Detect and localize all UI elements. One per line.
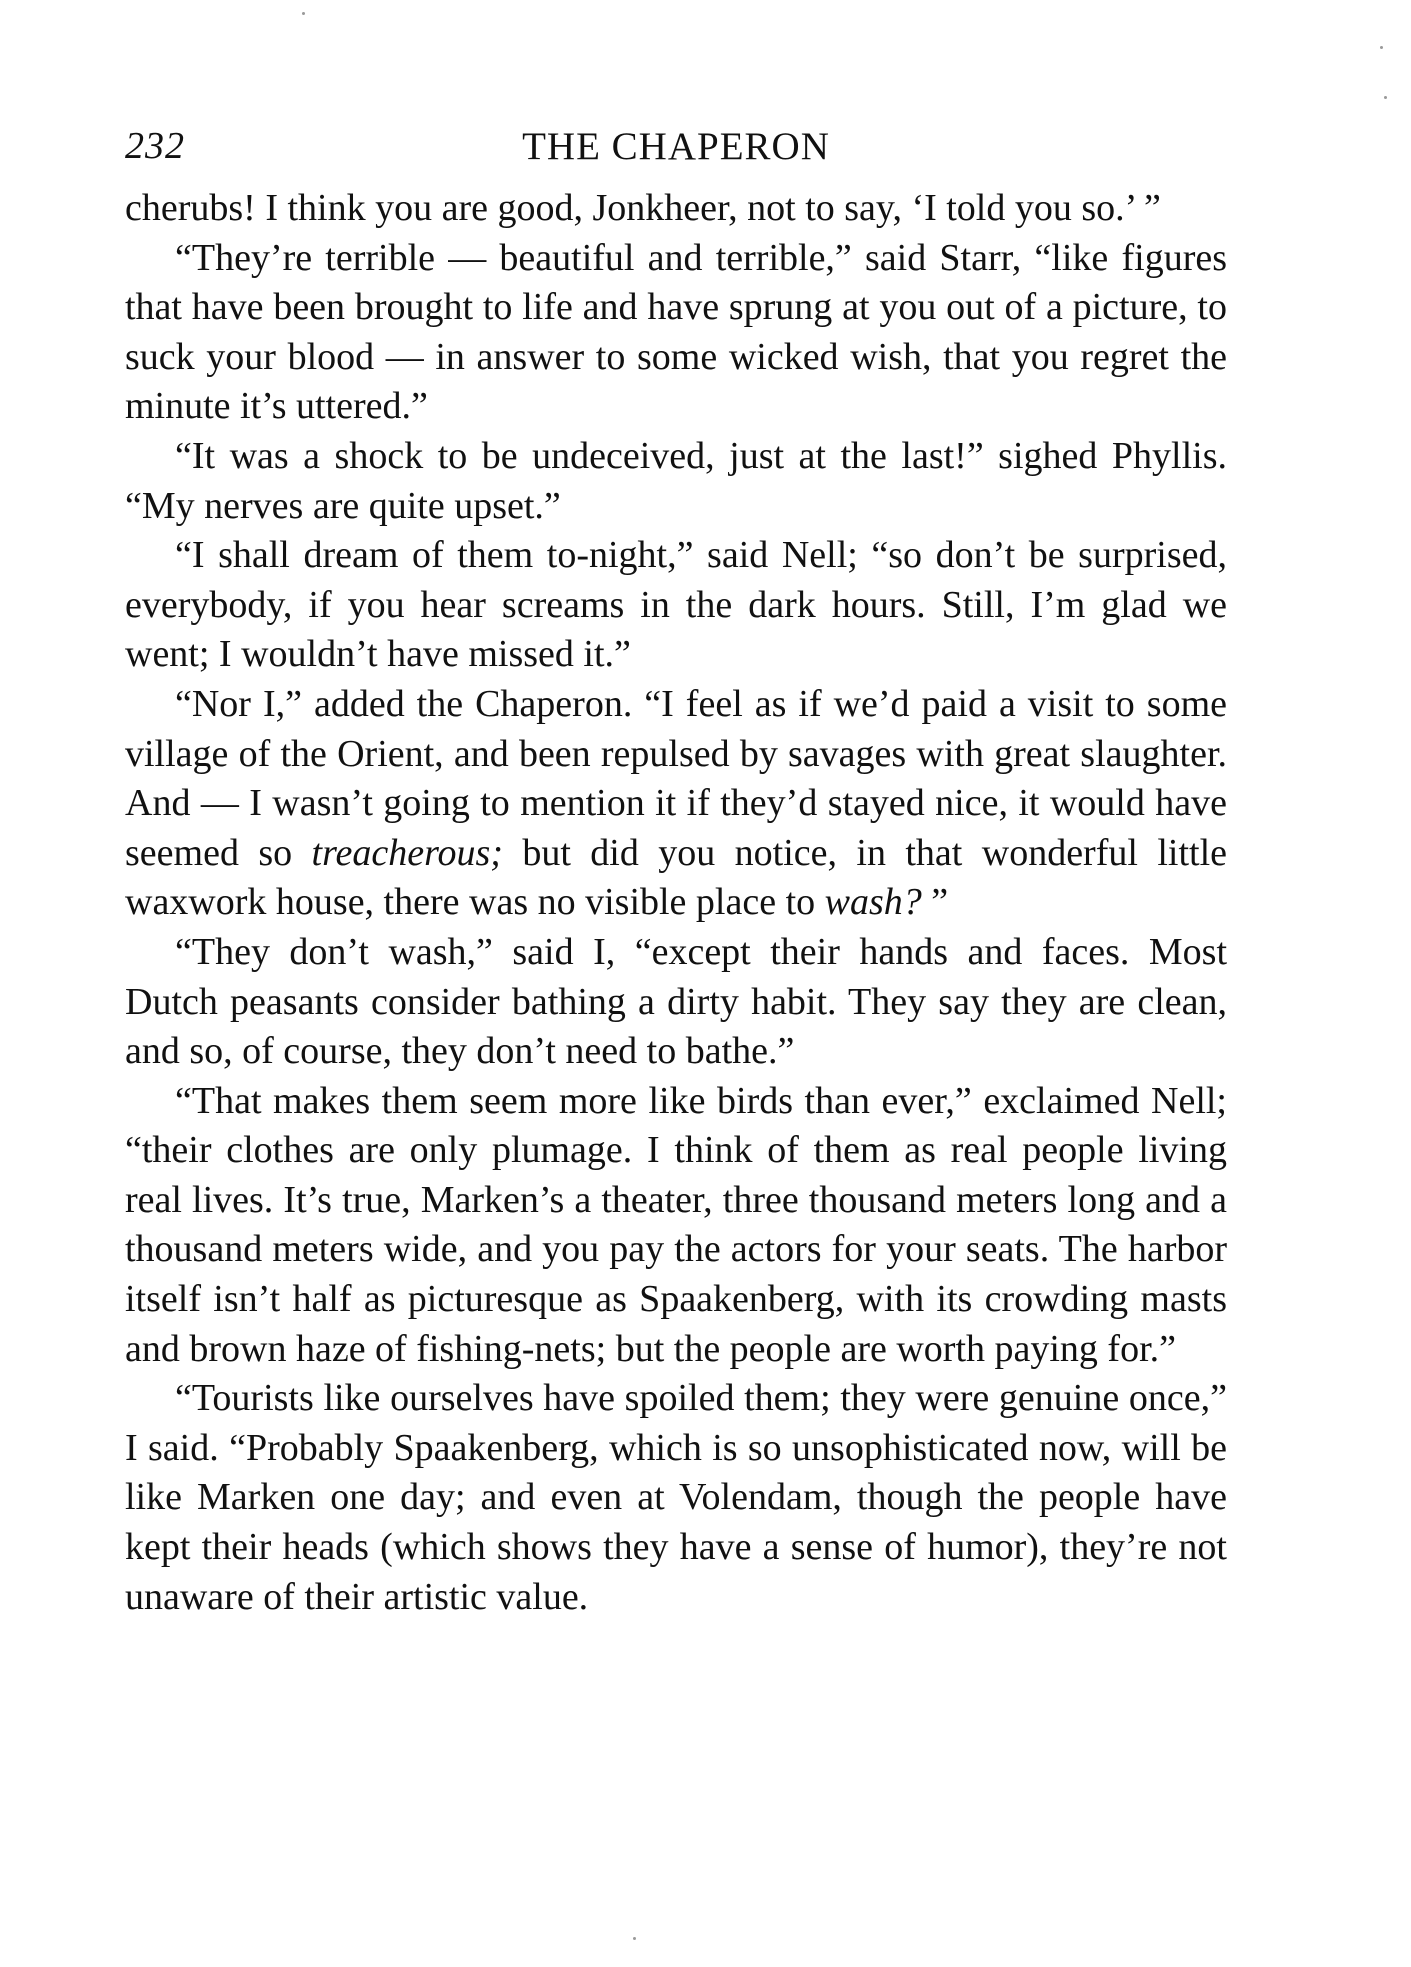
text-run: cherubs! I think you are good, Jonkheer, not to say, ‘I told you so.’ ” (125, 187, 1161, 229)
page-header (125, 124, 1227, 184)
paragraph (125, 234, 1227, 432)
paragraph (125, 432, 1227, 531)
scan-speck (633, 1937, 636, 1940)
paragraph (125, 928, 1227, 1077)
page-number: 232 (125, 125, 185, 167)
text-run: “Tourists like ourselves have spoiled them; they were genuine once,” I said. “Probably Spaakenberg, which is so unsophisticated now, will be like Marken one day; and even at Volendam, though the people have kept their heads (which shows they have a sense of humor), they’re not unaware of their artistic value. (125, 1377, 1227, 1618)
running-title: THE CHAPERON (522, 125, 830, 168)
paragraph (125, 184, 1227, 234)
text-run: “Nor I,” added the Chaperon. “I feel as if we’d paid a visit to some village of the Orient, and been repulsed by savages with great slaughter. And — I wasn’t going to mention it if they’d stayed nice, it would have seemed so (125, 682, 1227, 874)
text-run: but did you notice, in that wonderful little waxwork house, there was no visible place to (125, 831, 1227, 924)
text-run: “I shall dream of them to-night,” said Nell; “so don’t be surprised, everybody, if you hear screams in the dark hours. Still, I’m glad we went; I wouldn’t have missed it.” (125, 534, 1227, 676)
text-run: ” (921, 881, 949, 924)
scan-speck (1380, 46, 1383, 49)
scan-speck (302, 12, 305, 15)
italic-text: wash? (824, 881, 922, 924)
italic-text: treacherous; (311, 831, 503, 874)
text-run: “They don’t wash,” said I, “except their hands and faces. Most Dutch peasants consider bathing a dirty habit. They say they are clean, and so, of course, they don’t need to bathe.” (125, 930, 1227, 1073)
paragraph (125, 1374, 1227, 1622)
paragraph (125, 1077, 1227, 1375)
body-text (125, 184, 1227, 1622)
text-run: “They’re terrible — beautiful and terrible,” said Starr, “like figures that have been brought to life and have sprung at you out of a picture, to suck your blood — in answer to some wicked wish, that you regret the minute it’s uttered.” (125, 236, 1227, 428)
paragraph (125, 680, 1227, 928)
scan-speck (1384, 96, 1387, 99)
text-run: “That makes them seem more like birds than ever,” exclaimed Nell; “their clothes are only plumage. I think of them as real people living real lives. It’s true, Marken’s a theater, three thousand meters long and a thousand meters wide, and you pay the actors for your seats. The harbor itself isn’t half as picturesque as Spaakenberg, with its crowding masts and brown haze of fishing-nets; but the people are worth paying for.” (125, 1079, 1227, 1370)
text-run: “It was a shock to be undeceived, just at the last!” sighed Phyllis. “My nerves are quite upset.” (125, 434, 1227, 527)
paragraph (125, 531, 1227, 680)
